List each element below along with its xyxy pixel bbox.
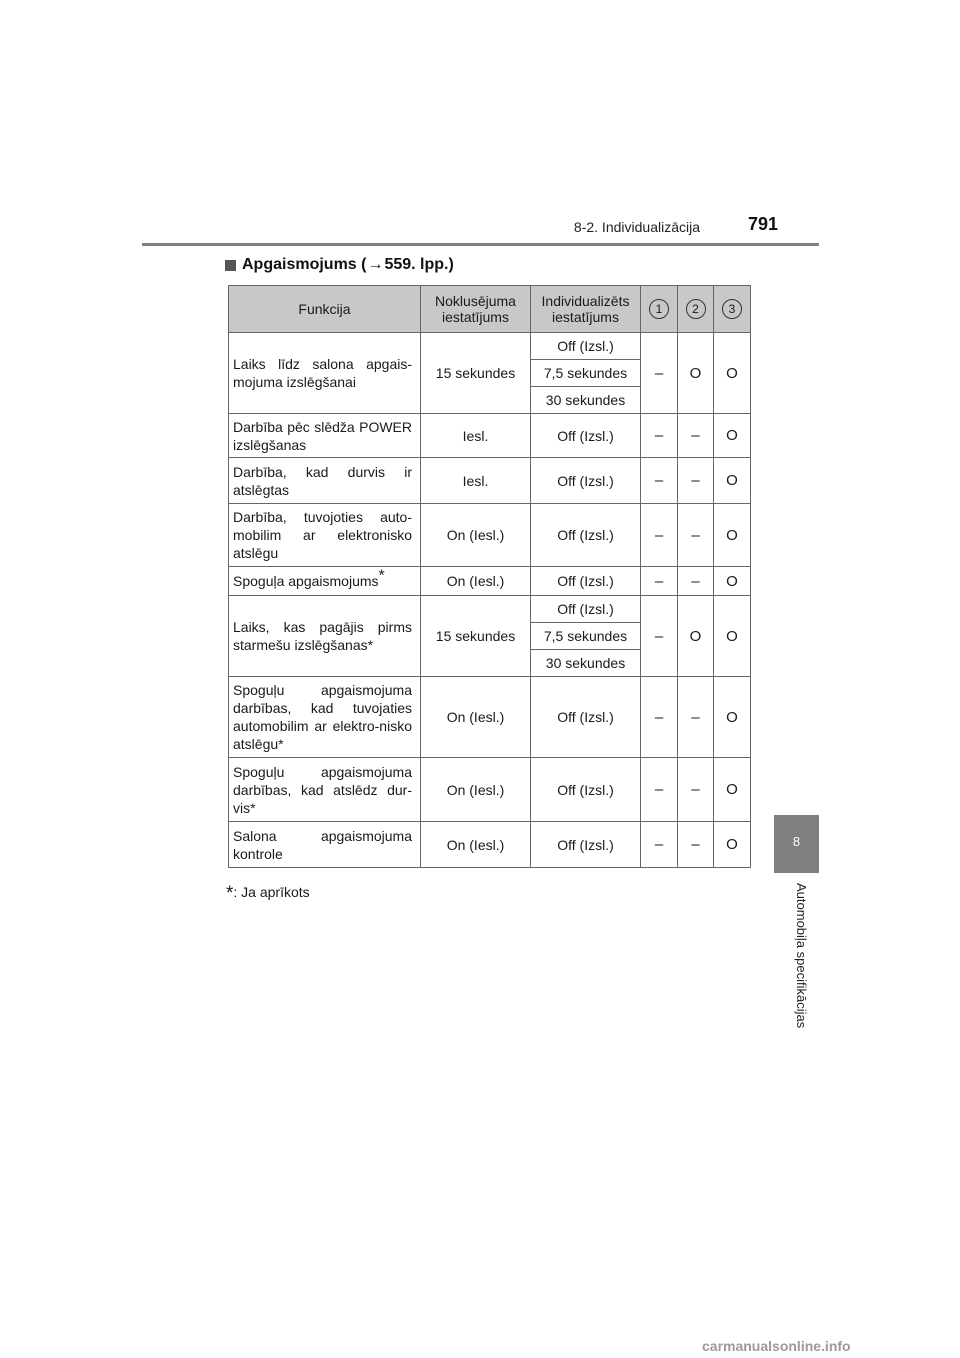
- mark-1-cell: –: [641, 458, 678, 504]
- customization-table: [228, 285, 751, 868]
- mark-3-cell: O: [714, 677, 751, 758]
- mark-3-cell: O: [714, 504, 751, 567]
- section-heading: [225, 256, 454, 274]
- table-row: [229, 567, 751, 596]
- table-row: [229, 458, 751, 504]
- option-cell: Off (Izsl.): [531, 458, 641, 504]
- option-cell: Off (Izsl.): [531, 504, 641, 567]
- default-cell: 15 sekundes: [421, 596, 531, 677]
- mark-3-cell: O: [714, 333, 751, 414]
- mark-1-cell: –: [641, 333, 678, 414]
- mark-3-cell: O: [714, 458, 751, 504]
- table-row: [229, 822, 751, 868]
- option-cell: Off (Izsl.): [531, 567, 641, 596]
- mark-1-cell: –: [641, 822, 678, 868]
- mark-1-cell: –: [641, 504, 678, 567]
- feature-cell: Darbība pēc slēdža POWER izslēgšanas: [229, 414, 421, 458]
- header-rule: [142, 243, 819, 246]
- mark-1-cell: –: [641, 677, 678, 758]
- asterisk-mark: *: [378, 567, 385, 585]
- feature-cell: Laiks, kas pagājis pirms starmešu izslēgšanas*: [229, 596, 421, 677]
- mark-1-cell: –: [641, 758, 678, 822]
- table-row: [229, 758, 751, 822]
- circled-2-icon: 2: [686, 299, 706, 319]
- default-cell: On (Iesl.): [421, 504, 531, 567]
- header-function: Funkcija: [229, 286, 421, 333]
- footnote-text: : Ja aprīkots: [233, 884, 310, 900]
- default-cell: Iesl.: [421, 458, 531, 504]
- mark-1-cell: –: [641, 596, 678, 677]
- feature-cell: Spoguļu apgaismojuma darbības, kad tuvojaties automobilim ar elektro-nisko atslēgu*: [229, 677, 421, 758]
- option-cell: 7,5 sekundes: [531, 623, 641, 650]
- header-custom: Individualizēts iestatījums: [531, 286, 641, 333]
- mark-2-cell: O: [678, 333, 714, 414]
- option-cell: 30 sekundes: [531, 387, 641, 414]
- table-row: [229, 596, 751, 623]
- option-cell: Off (Izsl.): [531, 758, 641, 822]
- mark-2-cell: –: [678, 758, 714, 822]
- default-cell: On (Iesl.): [421, 822, 531, 868]
- default-cell: On (Iesl.): [421, 567, 531, 596]
- mark-3-cell: O: [714, 596, 751, 677]
- default-cell: On (Iesl.): [421, 677, 531, 758]
- header-section-title: 8-2. Individualizācija: [573, 219, 700, 235]
- mark-3-cell: O: [714, 822, 751, 868]
- mark-2-cell: –: [678, 458, 714, 504]
- feature-text: Spoguļa apgaismojums: [233, 573, 379, 589]
- table-row: [229, 333, 751, 360]
- table-row: [229, 414, 751, 458]
- chapter-tab-number: 8: [792, 834, 801, 849]
- mark-1-cell: –: [641, 414, 678, 458]
- mark-2-cell: –: [678, 677, 714, 758]
- table-header-row: [229, 286, 751, 333]
- section-title: Apgaismojums (: [242, 256, 367, 273]
- page-number: 791: [747, 214, 778, 234]
- default-cell: 15 sekundes: [421, 333, 531, 414]
- feature-cell: Salona apgaismojuma kontrole: [229, 822, 421, 868]
- option-cell: Off (Izsl.): [531, 677, 641, 758]
- feature-cell: Spoguļu apgaismojuma darbības, kad atslēdz dur-vis*: [229, 758, 421, 822]
- table-row: [229, 504, 751, 567]
- default-cell: Iesl.: [421, 414, 531, 458]
- heading-square-icon: [225, 260, 236, 271]
- feature-cell: Darbība, kad durvis ir atslēgtas: [229, 458, 421, 504]
- mark-2-cell: O: [678, 596, 714, 677]
- chapter-tab: [774, 815, 819, 873]
- feature-cell: Laiks līdz salona apgais-mojuma izslēgšanai: [229, 333, 421, 414]
- mark-3-cell: O: [714, 567, 751, 596]
- option-cell: 30 sekundes: [531, 650, 641, 677]
- option-cell: Off (Izsl.): [531, 822, 641, 868]
- default-cell: On (Iesl.): [421, 758, 531, 822]
- circled-1-icon: 1: [649, 299, 669, 319]
- mark-2-cell: –: [678, 822, 714, 868]
- header-col-3: [714, 286, 751, 333]
- option-cell: Off (Izsl.): [531, 596, 641, 623]
- option-cell: 7,5 sekundes: [531, 360, 641, 387]
- mark-3-cell: O: [714, 758, 751, 822]
- arrow-icon: →: [367, 256, 384, 273]
- option-cell: Off (Izsl.): [531, 414, 641, 458]
- mark-2-cell: –: [678, 414, 714, 458]
- mark-2-cell: –: [678, 567, 714, 596]
- footnote-asterisk: *: [226, 883, 234, 904]
- header-default: Noklusējuma iestatījums: [421, 286, 531, 333]
- chapter-side-label: Automobiļa specifikācijas: [794, 883, 809, 1029]
- watermark-link[interactable]: carmanualsonline.info: [702, 1338, 851, 1354]
- feature-cell: [229, 567, 421, 596]
- option-cell: Off (Izsl.): [531, 333, 641, 360]
- feature-cell: Darbība, tuvojoties auto-mobilim ar elektronisko atslēgu: [229, 504, 421, 567]
- table-row: [229, 677, 751, 758]
- section-page-ref: 559. lpp.): [384, 256, 454, 273]
- header-col-1: [641, 286, 678, 333]
- mark-1-cell: –: [641, 567, 678, 596]
- circled-3-icon: 3: [722, 299, 742, 319]
- mark-3-cell: O: [714, 414, 751, 458]
- header-col-2: [678, 286, 714, 333]
- mark-2-cell: –: [678, 504, 714, 567]
- footnote: [226, 883, 310, 905]
